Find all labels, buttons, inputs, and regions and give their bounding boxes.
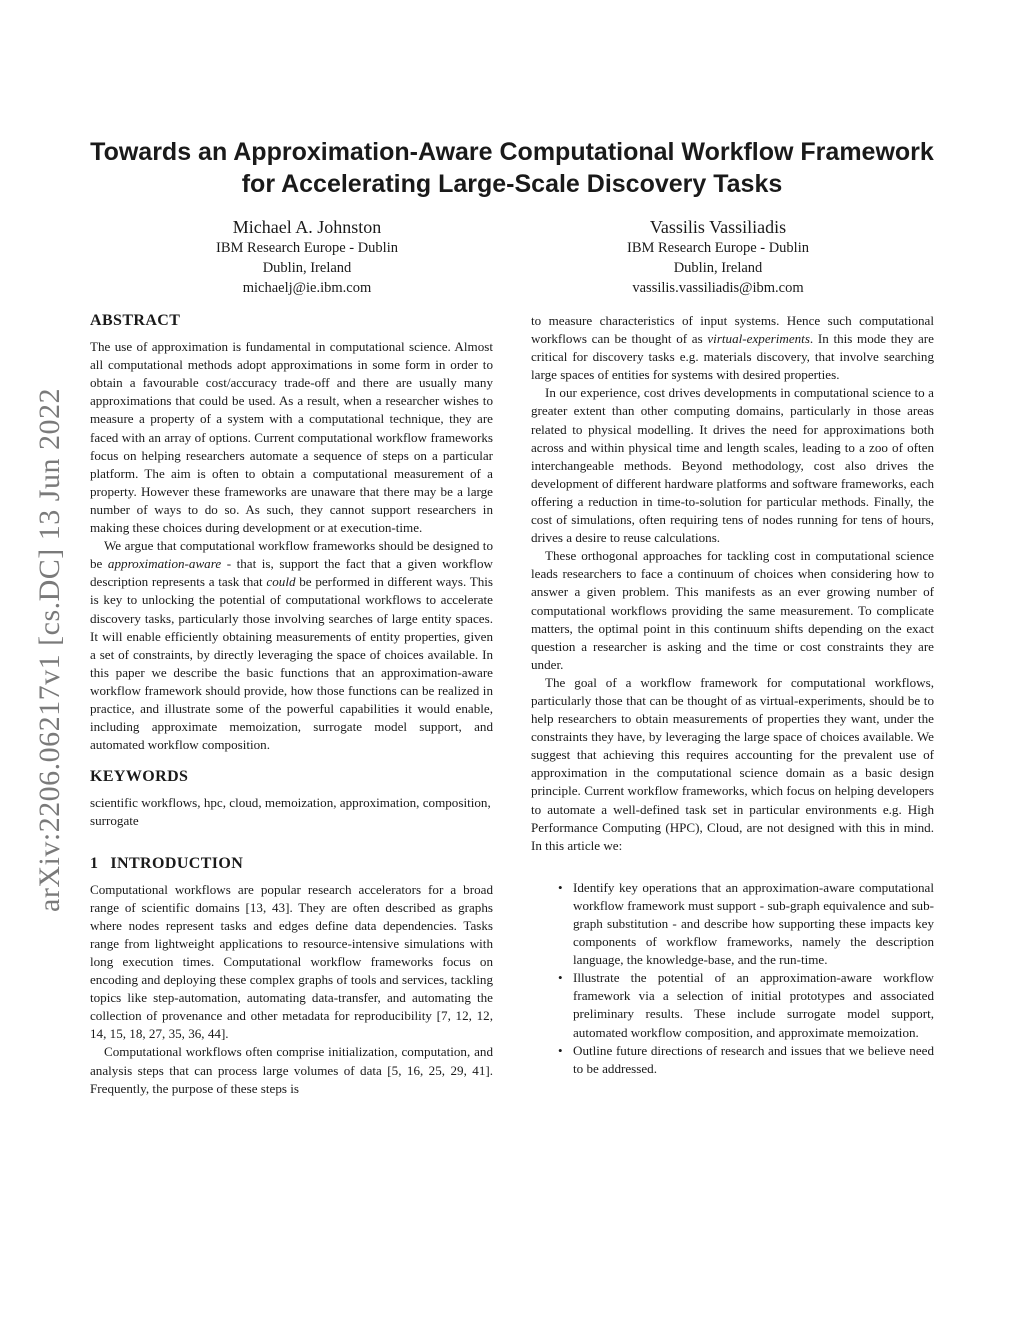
right-column (531, 312, 934, 1078)
author-affiliation: IBM Research Europe - Dublin (215, 240, 398, 256)
list-item: • Illustrate the potential of an approximation-aware workflow framework via a selection of initial prototypes and associated preliminary results. These include surrogate model support, automated workflow composition, and approximate memoization. (558, 970, 934, 1040)
author-block-2 (553, 216, 883, 298)
paper-title: Towards an Approximation-Aware Computational Workflow Framework for Accelerating Large-Scale Discovery Tasks (90, 138, 934, 198)
author-email[interactable]: michaelj@ie.ibm.com (242, 280, 372, 296)
introduction-paragraph-1: Computational workflows are popular research accelerators for a broad range of scientific domains [13, 43]. They are often described as graphs where nodes represent tasks and edges define data dependencies. Tasks range from lightweight applications to resource-intensive simulations with long execution times. Computational workflow frameworks focus on encoding and deploying these complex graphs of tools and services, tackling topics like step-automation, automating data-transfer, and automating the collection of provenance and other metadata for reproducibility [7, 12, 12, 14, 15, 18, 27, 35, 36, 44]. (90, 881, 493, 1042)
emphasis: approximation-aware (107, 556, 222, 572)
list-item: • Outline future directions of research and issues that we believe need to be addressed. (558, 1042, 934, 1076)
abstract-paragraph-2: We argue that computational workflow frameworks should be designed to be approximation-aware - that is, support the fact that a given workflow description represents a task that could be performed in different ways. This is key to unlocking the potential of computational workflows to accelerate discovery tasks, particularly those involving searches of large entity spaces. It will enable efficiently obtaining measurements of entity properties, given a set of constraints, by directly leveraging the space of choices available. In this paper we describe the basic functions that an approximation-aware workflow framework should provide, how those functions can be realized in practice, and illustrate some of the powerful capabilities it would enable, including approximate memoization, surrogate model support, and automated workflow composition. (90, 538, 493, 753)
author-email[interactable]: vassilis.vassiliadis@ibm.com (632, 280, 804, 296)
author-block-1 (142, 216, 472, 298)
arxiv-identifier-text: arXiv:2206.06217v1 [cs.DC] 13 Jun 2022 (33, 388, 66, 912)
keywords-heading: KEYWORDS (90, 768, 189, 786)
author-location: Dublin, Ireland (262, 260, 352, 276)
abstract-heading: ABSTRACT (90, 312, 181, 329)
contributions-list (531, 879, 934, 1078)
body-paragraph-0: to measure characteristics of input systems. Hence such computational workflows can be thought of as virtual-experiments. In this mode they are critical for discovery tasks e.g. materials discovery, that involve searching large spaces of entities for systems with desired properties. (531, 313, 934, 383)
author-name: Michael A. Johnston (232, 217, 382, 237)
bullet-icon: • (558, 879, 563, 895)
body-paragraph-1: In our experience, cost drives developments in computational science to a greater extent than other computing domains, particularly in those areas related to physical modelling. It drives the need for approximations both across and within physical time and length scales, leading to a zoo of often interchangeable methods. Beyond methodology, cost also drives the development of different hardware platforms and software frameworks, each offering a reduction in time-to-solution for particular methods. Finally, the cost of simulations, often requiring tens of nodes running for tens of hours, drives a desire to reuse calculations. (531, 385, 934, 546)
arxiv-identifier (30, 355, 70, 945)
introduction-heading (90, 855, 493, 873)
list-item: • Identify key operations that an approximation-aware computational workflow framework must support - sub-graph equivalence and sub-graph substitution - and describe how supporting these impacts key components of workflow frameworks, namely the description language, the knowledge-base, and the run-time. (558, 879, 934, 968)
section-number: 1 (90, 854, 99, 872)
body-paragraph-3: The goal of a workflow framework for computational workflows, particularly those that can be thought of as virtual-experiments, should be to help researchers to obtain measurements of properties they want, under the constraints they have, by leveraging the large space of choices available. We suggest that achieving this requires accounting for the prevalent use of approximation in the computational science domain as a basic design principle. Current workflow frameworks, which focus on helping developers to automate a well-defined task set in particular environments e.g. High Performance Computing (HPC), Cloud, are not designed with this in mind. In this article we: (531, 674, 934, 853)
bullet-icon: • (558, 1042, 563, 1058)
emphasis: could (266, 574, 296, 590)
abstract-paragraph-1: The use of approximation is fundamental in computational science. Almost all computational methods adopt approximations in some form in order to obtain a favourable cost/accuracy trade-off and there are usually many approximations that could be used. As a result, when a researcher wishes to measure a property of a system with a computational technique, they are faced with an array of options. Current computational workflow frameworks focus on helping researchers automate a sequence of steps on a particular platform. The aim is often to obtain a computational measurement of a property. However these frameworks are unaware that there may be a large number of ways to do so. As such, they cannot support researchers in making these choices during development or at execution-time. (90, 339, 493, 536)
bullet-icon: • (558, 970, 563, 986)
author-location: Dublin, Ireland (673, 260, 763, 276)
section-title: INTRODUCTION (110, 854, 244, 872)
emphasis: virtual-experiments (707, 331, 810, 347)
keywords-text: scientific workflows, hpc, cloud, memoization, approximation, composition, surrogate (90, 795, 491, 829)
introduction-paragraph-2: Computational workflows often comprise initialization, computation, and analysis steps that can process large volumes of data [5, 16, 25, 29, 41]. Frequently, the purpose of these steps is (90, 1044, 493, 1096)
author-name: Vassilis Vassiliadis (649, 217, 787, 237)
body-paragraph-2: These orthogonal approaches for tackling cost in computational science leads researchers to face a continuum of choices when considering how to answer a given problem. This manifests as an ever growing number of computational workflows providing the same measurement. To complicate matters, the optimal point in this continuum shifts depending on the exact question a researcher is asking and the time or cost constraints they are under. (531, 548, 934, 672)
left-column (90, 312, 493, 1098)
author-affiliation: IBM Research Europe - Dublin (626, 240, 809, 256)
